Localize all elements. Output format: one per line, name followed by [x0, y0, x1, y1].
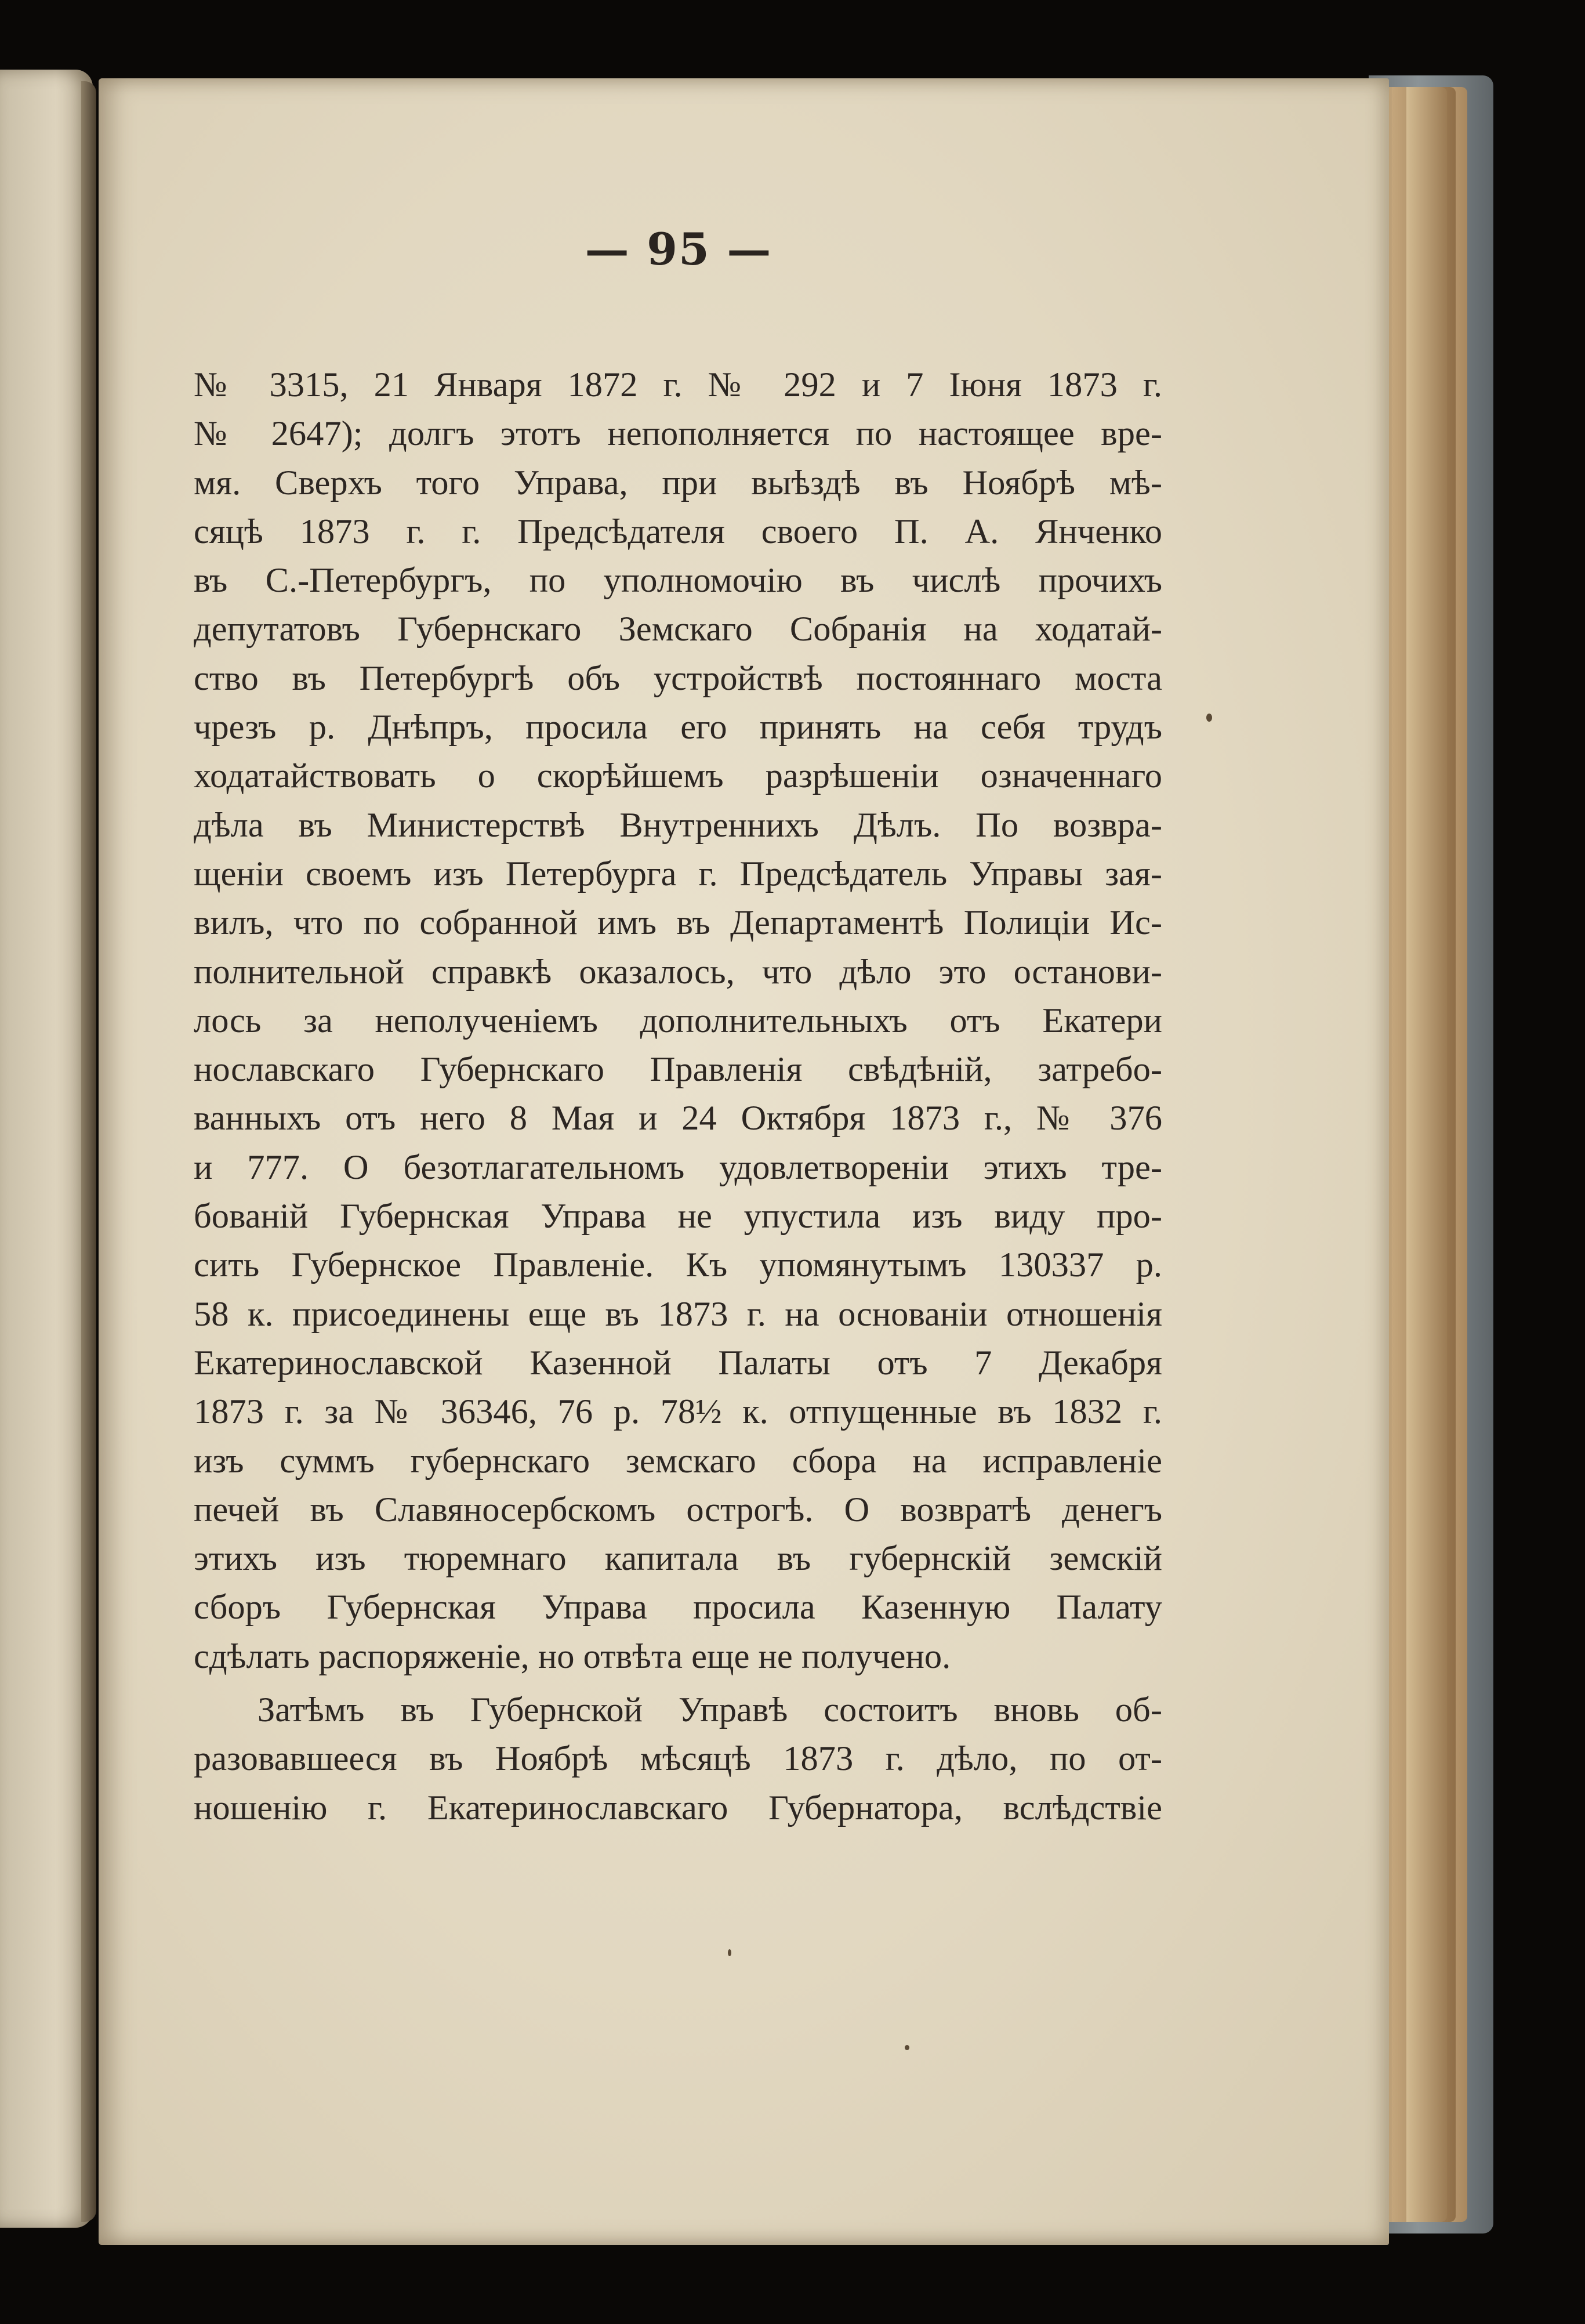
text-line: мя. Сверхъ того Управа, при выѣздѣ въ Ноябрѣ мѣ- — [194, 463, 1162, 502]
text-line: разовавшееся въ Ноябрѣ мѣсяцѣ 1873 г. дѣло, по от- — [194, 1739, 1162, 1779]
text-line: № 3315, 21 Января 1872 г. № 292 и 7 Іюня 1873 г. — [194, 365, 1162, 404]
text-line: сить Губернское Правленіе. Къ упомянутымъ 130337 р. — [194, 1246, 1162, 1285]
text-line: ношенію г. Екатеринославскаго Губернатора, вслѣдствіе — [194, 1788, 1162, 1827]
text-line: нославскаго Губернскаго Правленія свѣдѣній, затребо- — [194, 1050, 1162, 1089]
page-number: — 95 — — [585, 223, 772, 275]
text-line: сяцѣ 1873 г. г. Предсѣдателя своего П. А. Янченко — [194, 512, 1162, 551]
text-line: сборъ Губернская Управа просила Казенную Палату — [194, 1588, 1162, 1627]
paper-speck — [905, 2045, 909, 2050]
text-line: и 777. О безотлагательномъ удовлетвореніи этихъ тре- — [194, 1147, 1162, 1187]
text-line: Затѣмъ въ Губернской Управѣ состоитъ вновь об- — [257, 1690, 1162, 1730]
text-line: печей въ Славяносербскомъ острогѣ. О возвратѣ денегъ — [194, 1490, 1162, 1529]
text-line: полнительной справкѣ оказалось, что дѣло это останови- — [194, 952, 1162, 991]
text-line: депутатовъ Губернскаго Земскаго Собранія на ходатай- — [194, 610, 1162, 649]
text-line: сдѣлать распоряженіе, но отвѣта еще не получено. — [194, 1637, 951, 1676]
page-body-text — [194, 361, 1162, 1833]
text-line: № 2647); долгъ этотъ непополняется по настоящее вре- — [194, 414, 1162, 454]
text-line: лось за неполученіемъ дополнительныхъ отъ Екатери — [194, 1001, 1162, 1040]
page-stack-edge — [1406, 87, 1447, 2222]
paper-speck — [728, 1949, 731, 1956]
text-line: чрезъ р. Днѣпръ, просила его принять на себя трудъ — [194, 708, 1162, 747]
text-line: этихъ изъ тюремнаго капитала въ губернскій земскій — [194, 1539, 1162, 1579]
text-line: изъ суммъ губернскаго земскаго сбора на исправленіе — [194, 1441, 1162, 1480]
paper-speck — [1206, 714, 1212, 722]
text-line: щеніи своемъ изъ Петербурга г. Предсѣдатель Управы зая- — [194, 854, 1162, 893]
text-line: ванныхъ отъ него 8 Мая и 24 Октября 1873 г., № 376 — [194, 1099, 1162, 1138]
text-line: 1873 г. за № 36346, 76 р. 78½ к. отпущенные въ 1832 г. — [194, 1392, 1162, 1432]
previous-page-edge — [0, 70, 93, 2228]
text-line: бованій Губернская Управа не упустила изъ виду про- — [194, 1197, 1162, 1236]
text-line: въ С.-Петербургъ, по уполномочію въ числѣ прочихъ — [194, 561, 1162, 600]
paragraph-gap — [194, 1681, 1162, 1686]
text-line: Екатеринославской Казенной Палаты отъ 7 Декабря — [194, 1343, 1162, 1382]
book-gutter — [81, 81, 96, 2222]
text-line: ходатайствовать о скорѣйшемъ разрѣшеніи означеннаго — [194, 756, 1162, 796]
text-line: дѣла въ Министерствѣ Внутреннихъ Дѣлъ. По возвра- — [194, 805, 1162, 845]
text-line: 58 к. присоединены еще въ 1873 г. на основаніи отношенія — [194, 1294, 1162, 1334]
text-line: ство въ Петербургѣ объ устройствѣ постояннаго моста — [194, 658, 1162, 698]
text-line: вилъ, что по собранной имъ въ Департаментѣ Полиціи Ис- — [194, 903, 1162, 943]
